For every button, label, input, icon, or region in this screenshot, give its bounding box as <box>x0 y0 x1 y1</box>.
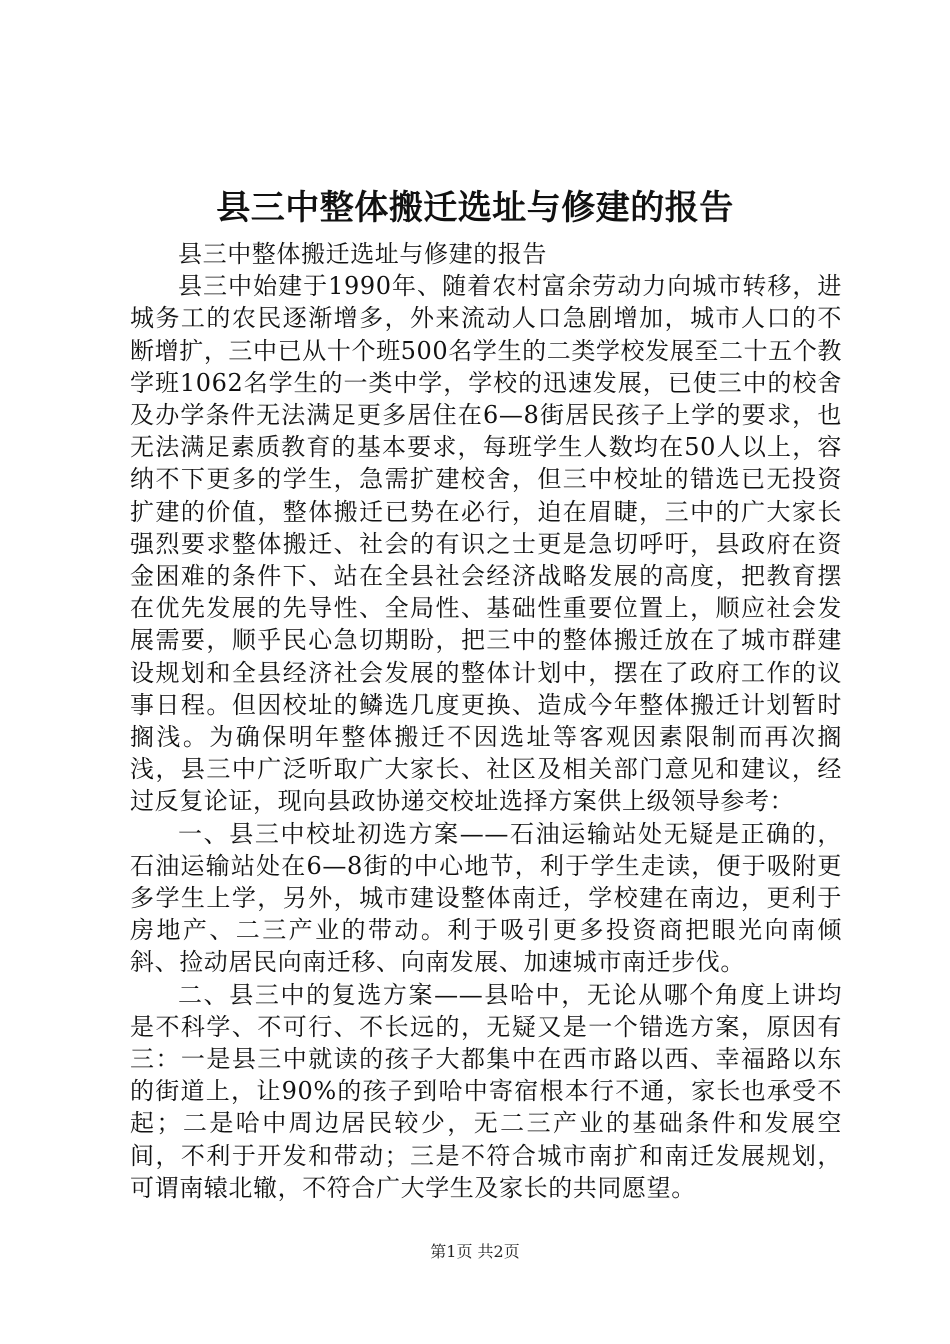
second-site-plan-paragraph: 二、县三中的复选方案——县哈中，无论从哪个角度上讲均是不科学、不可行、不长远的，无疑又是一个错选方案，原因有三：一是县三中就读的孩子大都集中在西市路以西、幸福路以东的街道上，让90%的孩子到哈中寄宿根本行不通，家长也承受不起；二是哈中周边居民较少，无二三产业的基础条件和发展空间，不利于开发和带动；三是不符合城市南扩和南迁发展规划，可谓南辕北辙，不符合广大学生及家长的共同愿望。 <box>130 980 842 1202</box>
document-title: 县三中整体搬迁选址与修建的报告 <box>216 188 734 228</box>
subtitle-paragraph: 县三中整体搬迁选址与修建的报告 <box>178 240 547 268</box>
initial-site-plan-paragraph: 一、县三中校址初选方案——石油运输站处无疑是正确的，石油运输站处在6—8街的中心地节，利于学生走读，便于吸附更多学生上学，另外，城市建设整体南迁，学校建在南边，更利于房地产、二三产业的带动。利于吸引更多投资商把眼光向南倾斜、捡动居民向南迁移、向南发展、加速城市南迁步伐。 <box>130 819 842 977</box>
document-body <box>130 238 842 1204</box>
intro-paragraph: 县三中始建于1990年、随着农村富余劳动力向城市转移，进城务工的农民逐渐增多，外来流动人口急剧增加，城市人口的不断增扩，三中已从十个班500名学生的二类学校发展至二十五个教学班1062名学生的一类中学，学校的迅速发展，已使三中的校舍及办学条件无法满足更多居住在6—8街居民孩子上学的要求，也无法满足素质教育的基本要求，每班学生人数均在50人以上，容纳不下更多的学生，急需扩建校舍，但三中校址的错选已无投资扩建的价值，整体搬迁已势在必行，迫在眉睫，三中的广大家长强烈要求整体搬迁、社会的有识之士更是急切呼吁，县政府在资金困难的条件下、站在全县社会经济战略发展的高度，把教育摆在优先发展的先导性、全局性、基础性重要位置上，顺应社会发展需要，顺乎民心急切期盼，把三中的整体搬迁放在了城市群建设规划和全县经济社会发展的整体计划中，摆在了政府工作的议事日程。但因校址的鳞选几度更换、造成今年整体搬迁计划暂时搁浅。为确保明年整体搬迁不因选址等客观因素限制而再次搁浅，县三中广泛听取广大家长、社区及相关部门意见和建议，经过反复论证，现向县政协递交校址选择方案供上级领导参考： <box>130 272 842 816</box>
page-footer: 第1页 共2页 <box>430 1242 520 1261</box>
